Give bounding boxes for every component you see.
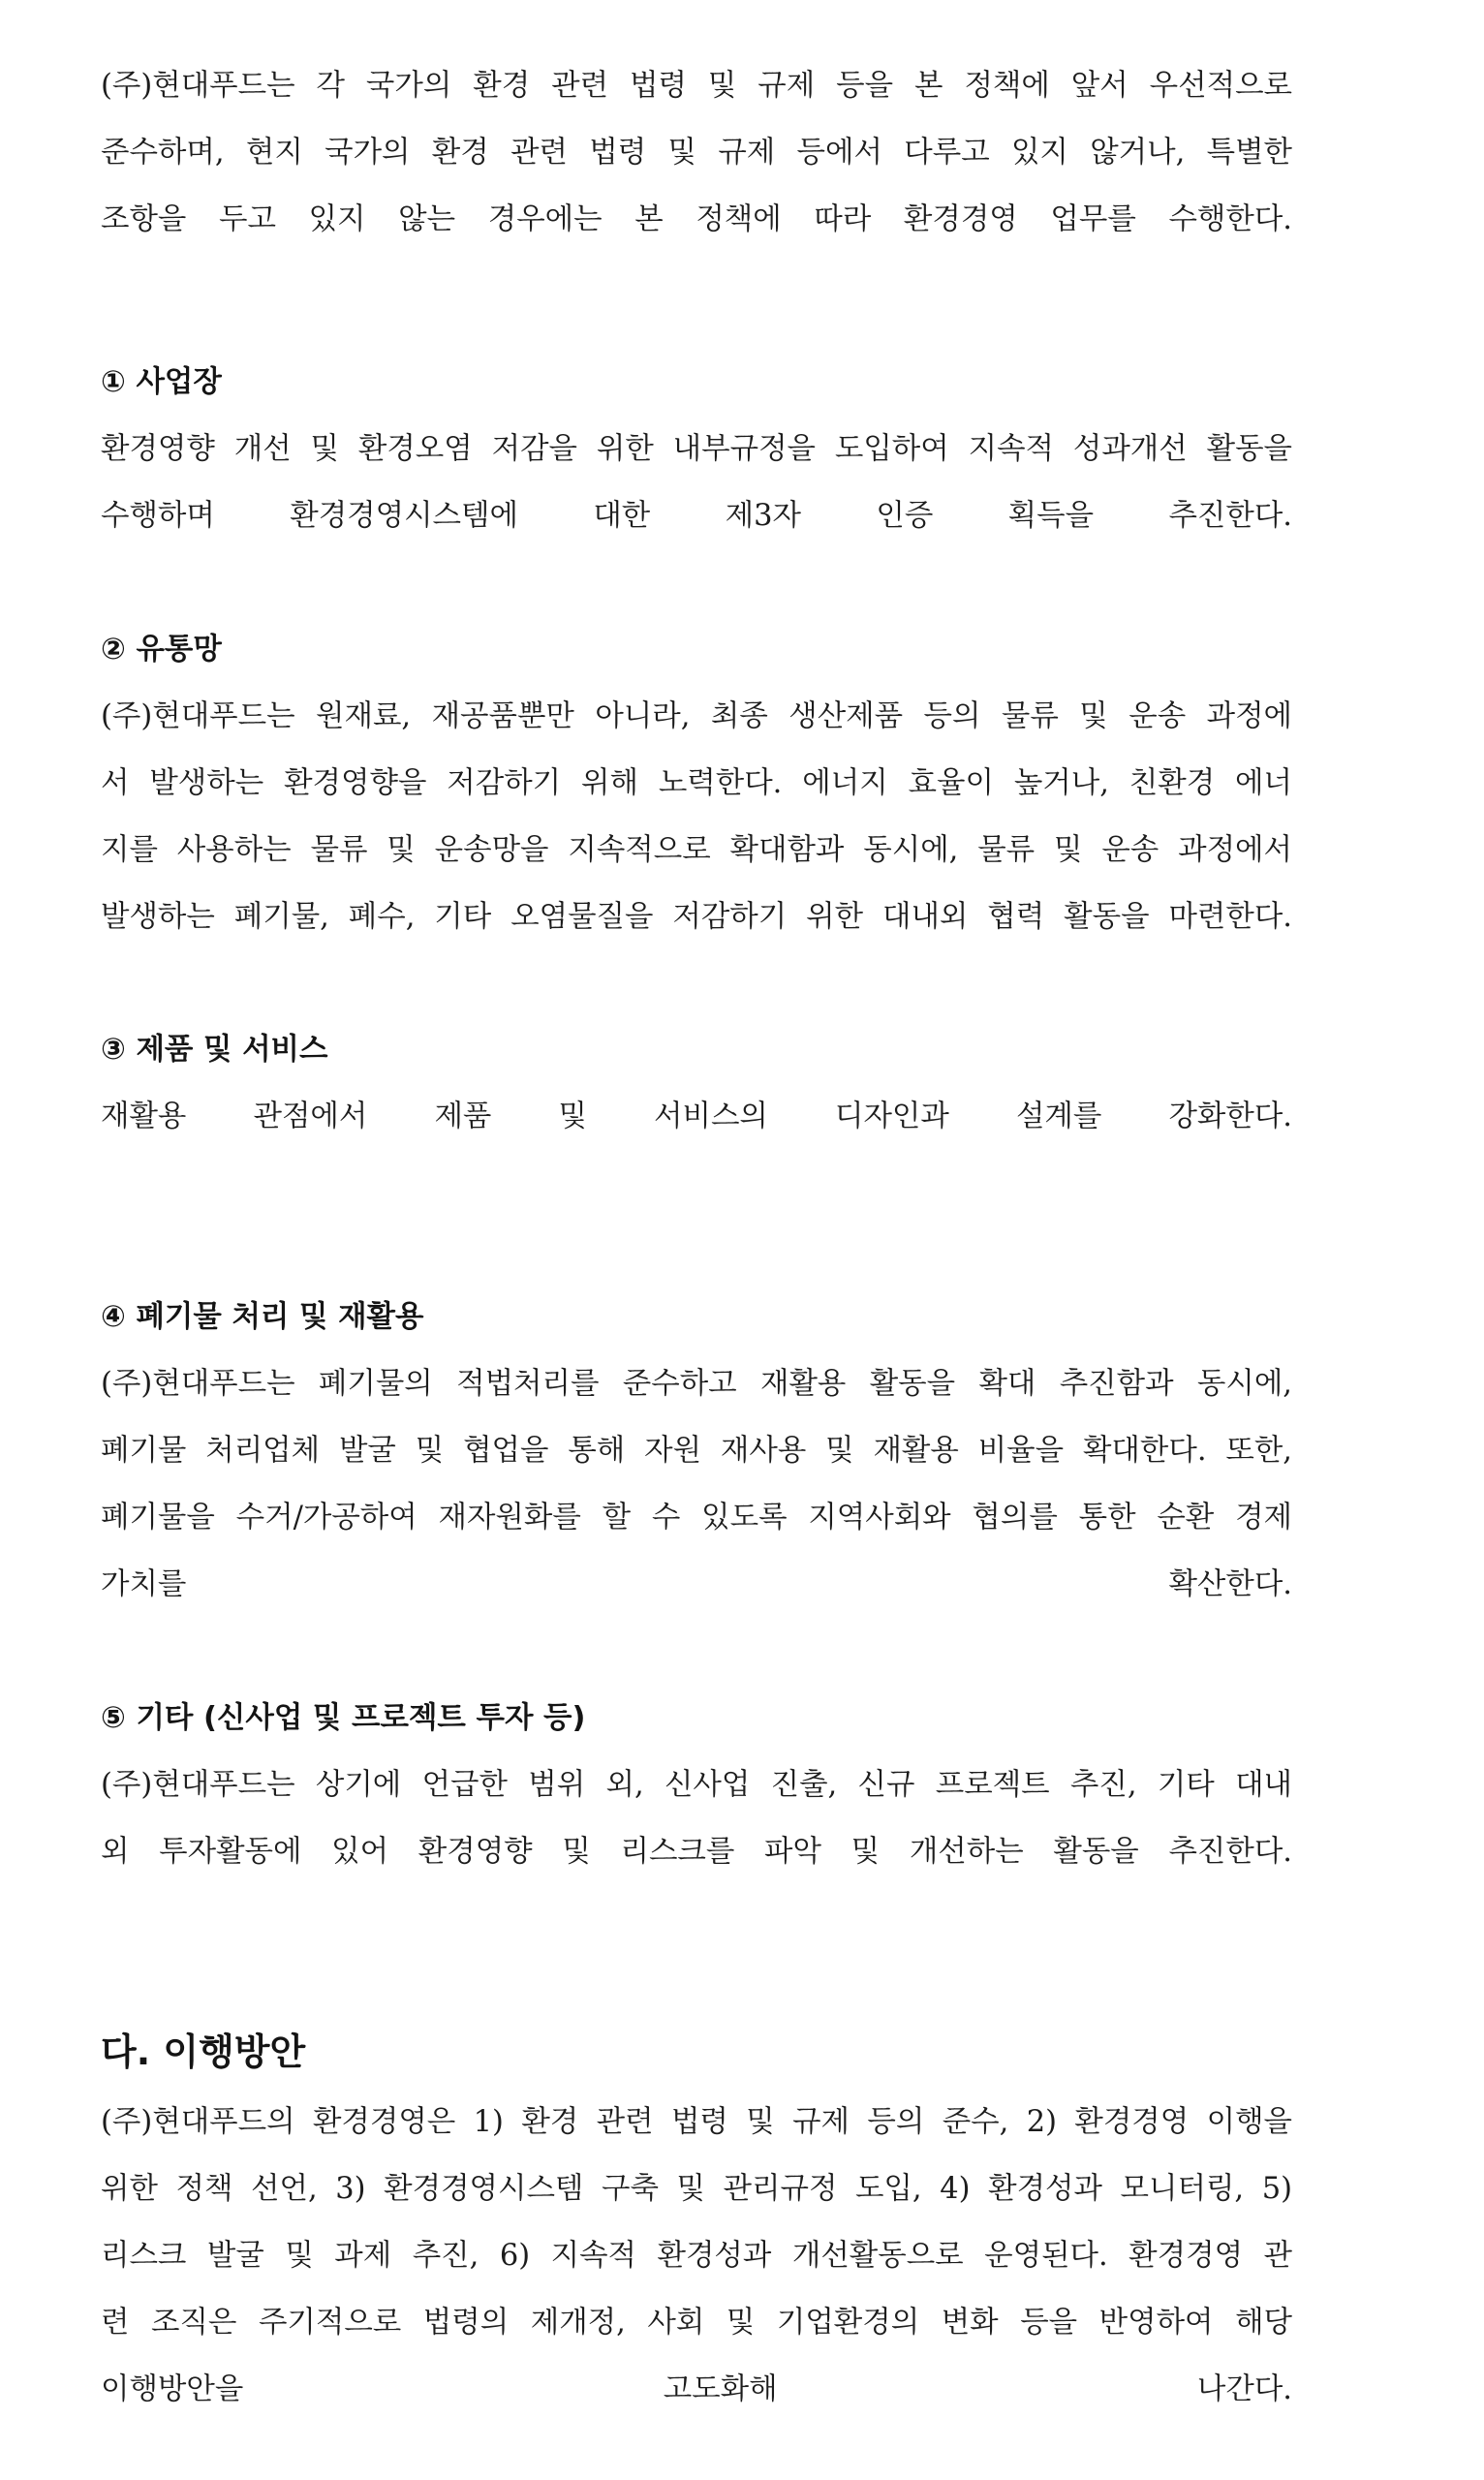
- intro-line-3: 조항을 두고 있지 않는 경우에는 본 정책에 따라 환경경영 업무를 수행한다.: [101, 202, 1292, 236]
- intro-line-2: 준수하며, 현지 국가의 환경 관련 법령 및 규제 등에서 다루고 있지 않거나, 특별한: [101, 136, 1292, 170]
- section-heading: ③ 제품 및 서비스: [101, 1033, 328, 1067]
- implementation-line: (주)현대푸드의 환경경영은 1) 환경 관련 법령 및 규제 등의 준수, 2) 환경경영 이행을: [101, 2105, 1292, 2139]
- section-heading: ⑤ 기타 (신사업 및 프로젝트 투자 등): [101, 1701, 586, 1735]
- implementation-line: 련 조직은 주기적으로 법령의 제개정, 사회 및 기업환경의 변화 등을 반영하여 해당: [101, 2306, 1292, 2340]
- implementation-line: 이행방안을 고도화해 나간다.: [101, 2372, 1292, 2406]
- section-line: 발생하는 폐기물, 폐수, 기타 오염물질을 저감하기 위한 대내외 협력 활동을 마련한다.: [101, 900, 1292, 934]
- section-workplace: [101, 349, 1292, 549]
- section-line: 서 발생하는 환경영향을 저감하기 위해 노력한다. 에너지 효율이 높거나, 친환경 에너: [101, 766, 1292, 800]
- section-line: 수행하며 환경경영시스템에 대한 제3자 인증 획득을 추진한다.: [101, 499, 1292, 533]
- section-heading: ① 사업장: [101, 365, 222, 399]
- section-implementation: [101, 2017, 1292, 2423]
- section-line: 가치를 확산한다.: [101, 1567, 1292, 1601]
- section-heading: ② 유통망: [101, 633, 222, 666]
- section-line: 재활용 관점에서 제품 및 서비스의 디자인과 설계를 강화한다.: [101, 1100, 1292, 1133]
- section-line: 지를 사용하는 물류 및 운송망을 지속적으로 확대함과 동시에, 물류 및 운송 과정에서: [101, 833, 1292, 867]
- implementation-line: 리스크 발굴 및 과제 추진, 6) 지속적 환경성과 개선활동으로 운영된다. 환경경영 관: [101, 2239, 1292, 2273]
- section-line: 환경영향 개선 및 환경오염 저감을 위한 내부규정을 도입하여 지속적 성과개선 활동을: [101, 432, 1292, 466]
- section-products-services: [101, 1016, 1292, 1150]
- section-line: 외 투자활동에 있어 환경영향 및 리스크를 파악 및 개선하는 활동을 추진한다.: [101, 1835, 1292, 1869]
- section-line: (주)현대푸드는 원재료, 재공품뿐만 아니라, 최종 생산제품 등의 물류 및 운송 과정에: [101, 699, 1292, 733]
- section-heading: ④ 폐기물 처리 및 재활용: [101, 1300, 424, 1334]
- intro-paragraph: [101, 52, 1292, 253]
- section-other: [101, 1685, 1292, 1885]
- implementation-heading: 다. 이행방안: [101, 2030, 306, 2073]
- section-line: (주)현대푸드는 폐기물의 적법처리를 준수하고 재활용 활동을 확대 추진함과 동시에,: [101, 1367, 1292, 1401]
- implementation-line: 위한 정책 선언, 3) 환경경영시스템 구축 및 관리규정 도입, 4) 환경성과 모니터링, 5): [101, 2172, 1292, 2206]
- section-line: (주)현대푸드는 상기에 언급한 범위 외, 신사업 진출, 신규 프로젝트 추진, 기타 대내: [101, 1768, 1292, 1802]
- section-distribution: [101, 616, 1292, 950]
- section-line: 폐기물을 수거/가공하여 재자원화를 할 수 있도록 지역사회와 협의를 통한 순환 경제: [101, 1501, 1292, 1534]
- section-waste-recycling: [101, 1284, 1292, 1618]
- section-line: 폐기물 처리업체 발굴 및 협업을 통해 자원 재사용 및 재활용 비율을 확대한다. 또한,: [101, 1434, 1292, 1468]
- intro-line-1: (주)현대푸드는 각 국가의 환경 관련 법령 및 규제 등을 본 정책에 앞서 우선적으로: [101, 69, 1292, 103]
